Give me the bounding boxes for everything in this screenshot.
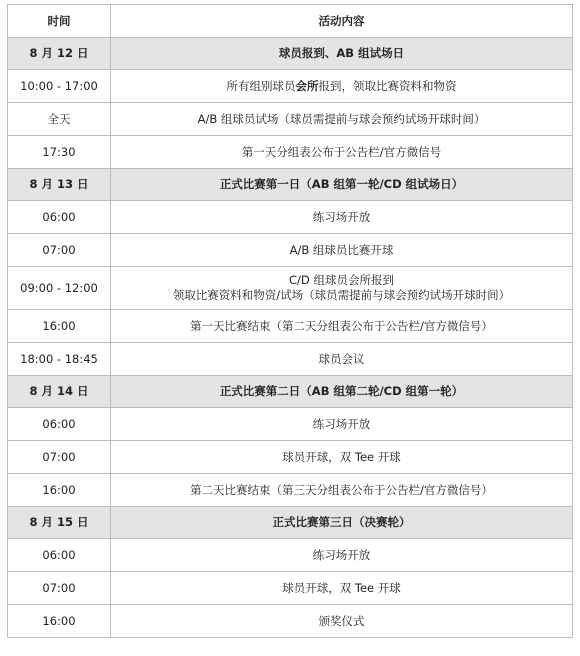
event-text: 所有组别球员 [226, 78, 296, 93]
event-time: 06:00 [8, 539, 111, 572]
day-row [8, 169, 573, 201]
event-description [111, 136, 573, 169]
event-row [8, 408, 573, 441]
event-time: 07:00 [8, 234, 111, 267]
event-row [8, 136, 573, 169]
event-description-line [115, 548, 568, 563]
event-description [111, 201, 573, 234]
event-highlight: 会所 [295, 78, 319, 93]
day-title: 正式比赛第三日（决赛轮） [111, 507, 573, 539]
event-text: 球员开球，双 Tee 开球 [282, 449, 401, 464]
event-description [111, 539, 573, 572]
event-text: 领取比赛资料和物资/试场（球员需提前与球会预约试场开球时间） [172, 288, 511, 302]
schedule-table [7, 4, 573, 638]
event-description-line [115, 112, 568, 127]
event-time: 16:00 [8, 310, 111, 343]
day-row [8, 38, 573, 70]
header-time: 时间 [8, 5, 111, 38]
event-description [111, 408, 573, 441]
day-date: 8 月 12 日 [8, 38, 111, 70]
day-date: 8 月 14 日 [8, 376, 111, 408]
event-description [111, 70, 573, 103]
event-time: 06:00 [8, 201, 111, 234]
event-time: 07:00 [8, 572, 111, 605]
event-description-line [115, 145, 568, 160]
day-date: 8 月 15 日 [8, 507, 111, 539]
event-text: 颁奖仪式 [318, 613, 365, 628]
event-description [111, 572, 573, 605]
event-description [111, 605, 573, 638]
event-time: 10:00 - 17:00 [8, 70, 111, 103]
event-description-line [115, 210, 568, 225]
event-time: 16:00 [8, 474, 111, 507]
event-description-line [115, 450, 568, 465]
event-description-line [115, 273, 568, 288]
day-title: 球员报到、AB 组试场日 [111, 38, 573, 70]
header-activity: 活动内容 [111, 5, 573, 38]
day-title: 正式比赛第二日（AB 组第二轮/CD 组第一轮） [111, 376, 573, 408]
event-text: C/D 组球员会所报到 [289, 273, 394, 287]
event-description-line [115, 79, 568, 94]
event-row [8, 234, 573, 267]
event-description [111, 310, 573, 343]
event-time: 07:00 [8, 441, 111, 474]
event-text: 练习场开放 [312, 547, 371, 562]
event-time: 18:00 - 18:45 [8, 343, 111, 376]
event-row [8, 267, 573, 310]
day-date: 8 月 13 日 [8, 169, 111, 201]
event-row [8, 70, 573, 103]
event-description-line [115, 581, 568, 596]
event-text: 第二天比赛结束（第三天分组表公布于公告栏/官方微信号） [190, 482, 493, 497]
event-description-line [115, 614, 568, 629]
event-description-line [115, 417, 568, 432]
event-time: 09:00 - 12:00 [8, 267, 111, 310]
event-row [8, 441, 573, 474]
day-row [8, 507, 573, 539]
schedule-body [8, 5, 573, 638]
event-text: 球员开球，双 Tee 开球 [282, 580, 401, 595]
event-row [8, 343, 573, 376]
event-time: 06:00 [8, 408, 111, 441]
event-description [111, 343, 573, 376]
event-text: A/B 组球员试场（球员需提前与球会预约试场开球时间） [197, 111, 486, 126]
event-row [8, 605, 573, 638]
event-description-line [115, 319, 568, 334]
day-row [8, 376, 573, 408]
event-row [8, 474, 573, 507]
day-title: 正式比赛第一日（AB 组第一轮/CD 组试场日） [111, 169, 573, 201]
event-row [8, 539, 573, 572]
event-description [111, 103, 573, 136]
event-text: 练习场开放 [312, 209, 371, 224]
event-row [8, 103, 573, 136]
event-description-line [115, 352, 568, 367]
event-description-line [115, 483, 568, 498]
event-description [111, 234, 573, 267]
event-text: 报到，领取比赛资料和物资 [318, 78, 457, 93]
event-row [8, 201, 573, 234]
event-row [8, 310, 573, 343]
event-time: 16:00 [8, 605, 111, 638]
event-row [8, 572, 573, 605]
event-description-line [115, 288, 568, 303]
event-description [111, 441, 573, 474]
event-text: 第一天比赛结束（第二天分组表公布于公告栏/官方微信号） [190, 318, 493, 333]
event-text: 第一天分组表公布于公告栏/官方微信号 [241, 144, 442, 159]
event-time: 17:30 [8, 136, 111, 169]
event-text: A/B 组球员比赛开球 [289, 242, 394, 257]
event-description-line [115, 243, 568, 258]
event-text: 球员会议 [318, 351, 365, 366]
event-description [111, 474, 573, 507]
header-row [8, 5, 573, 38]
event-description [111, 267, 573, 310]
event-text: 练习场开放 [312, 416, 371, 431]
event-time: 全天 [8, 103, 111, 136]
